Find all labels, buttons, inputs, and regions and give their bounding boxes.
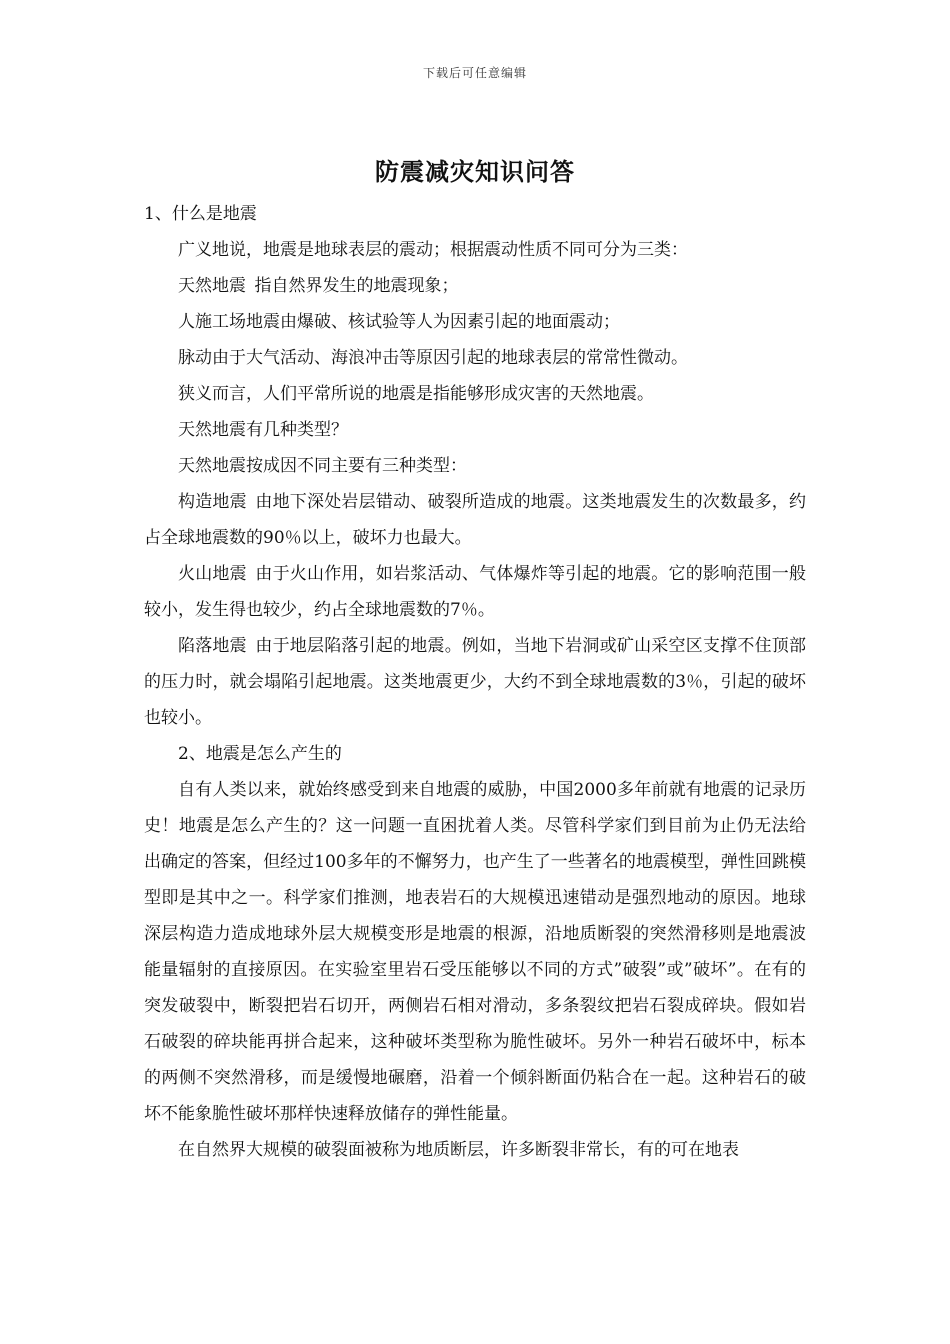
paragraph-collapse-earthquake — [144, 628, 806, 736]
document-title: 防震减灾知识问答 — [375, 157, 575, 186]
paragraph-narrow-definition: 狭义而言，人们平常所说的地震是指能够形成灾害的天然地震。 — [178, 384, 654, 404]
section-heading-earthquake-origin: 2、地震是怎么产生的 — [178, 744, 342, 764]
paragraph-tectonic-earthquake — [144, 484, 806, 556]
paragraph-microseism: 脉动由于大气活动、海浪冲击等原因引起的地球表层的常常性微动。 — [178, 348, 688, 368]
paragraph-natural-earthquake — [144, 268, 806, 304]
desc-volcanic-earthquake: 由于火山作用，如岩浆活动、气体爆炸等引起的地震。它的影响范围一般较小，发生得也较少，约占全球地震数的7％。 — [144, 564, 807, 620]
page-header-note: 下载后可任意编辑 — [422, 66, 527, 80]
desc-natural-earthquake: 指自然界发生的地震现象； — [254, 276, 459, 296]
section-heading-what-is-earthquake: 1、什么是地震 — [144, 204, 257, 224]
paragraph-volcanic-earthquake — [144, 556, 806, 628]
term-tectonic-earthquake: 构造地震 — [178, 492, 247, 512]
document-body — [144, 196, 806, 1168]
desc-tectonic-earthquake: 由地下深处岩层错动、破裂所造成的地震。这类地震发生的次数最多，约占全球地震数的90％以上，破坏力也最大。 — [144, 492, 807, 548]
paragraph-induced-earthquake: 人施工场地震由爆破、核试验等人为因素引起的地面震动； — [178, 312, 620, 332]
paragraph-broad-definition: 广义地说，地震是地球表层的震动；根据震动性质不同可分为三类： — [178, 240, 688, 260]
term-natural-earthquake: 天然地震 — [178, 276, 246, 296]
paragraph-earthquake-origin: 自有人类以来，就始终感受到来自地震的威胁，中国2000多年前就有地震的记录历史！地震是怎么产生的？这一问题一直困扰着人类。尽管科学家们到目前为止仍无法给出确定的答案，但经过100多年的不懈努力，也产生了一些著名的地震模型，弹性回跳模型即是其中之一。科学家们推测，地表岩石的大规模迅速错动是强烈地动的原因。地球深层构造力造成地球外层大规模变形是地震的根源，沿地质断裂的突然滑移则是地震波能量辐射的直接原因。在实验室里岩石受压能够以不同的方式”破裂”或”破坏”。在有的突发破裂中，断裂把岩石切开，两侧岩石相对滑动，多条裂纹把岩石裂成碎块。假如岩石破裂的碎块能再拼合起来，这种破坏类型称为脆性破坏。另外一种岩石破坏中，标本的两侧不突然滑移，而是缓慢地碾磨，沿着一个倾斜断面仍粘合在一起。这种岩石的破坏不能象脆性破坏那样快速释放储存的弹性能量。 — [144, 780, 806, 1124]
paragraph-types-intro: 天然地震按成因不同主要有三种类型： — [178, 456, 467, 476]
paragraph-geological-fault: 在自然界大规模的破裂面被称为地质断层，许多断裂非常长，有的可在地表 — [178, 1140, 739, 1160]
paragraph-types-question: 天然地震有几种类型？ — [178, 420, 348, 440]
term-collapse-earthquake: 陷落地震 — [178, 636, 247, 656]
desc-collapse-earthquake: 由于地层陷落引起的地震。例如，当地下岩洞或矿山采空区支撑不住顶部的压力时，就会塌陷引起地震。这类地震更少，大约不到全球地震数的3％，引起的破坏也较小。 — [144, 636, 807, 728]
term-volcanic-earthquake: 火山地震 — [178, 564, 247, 584]
